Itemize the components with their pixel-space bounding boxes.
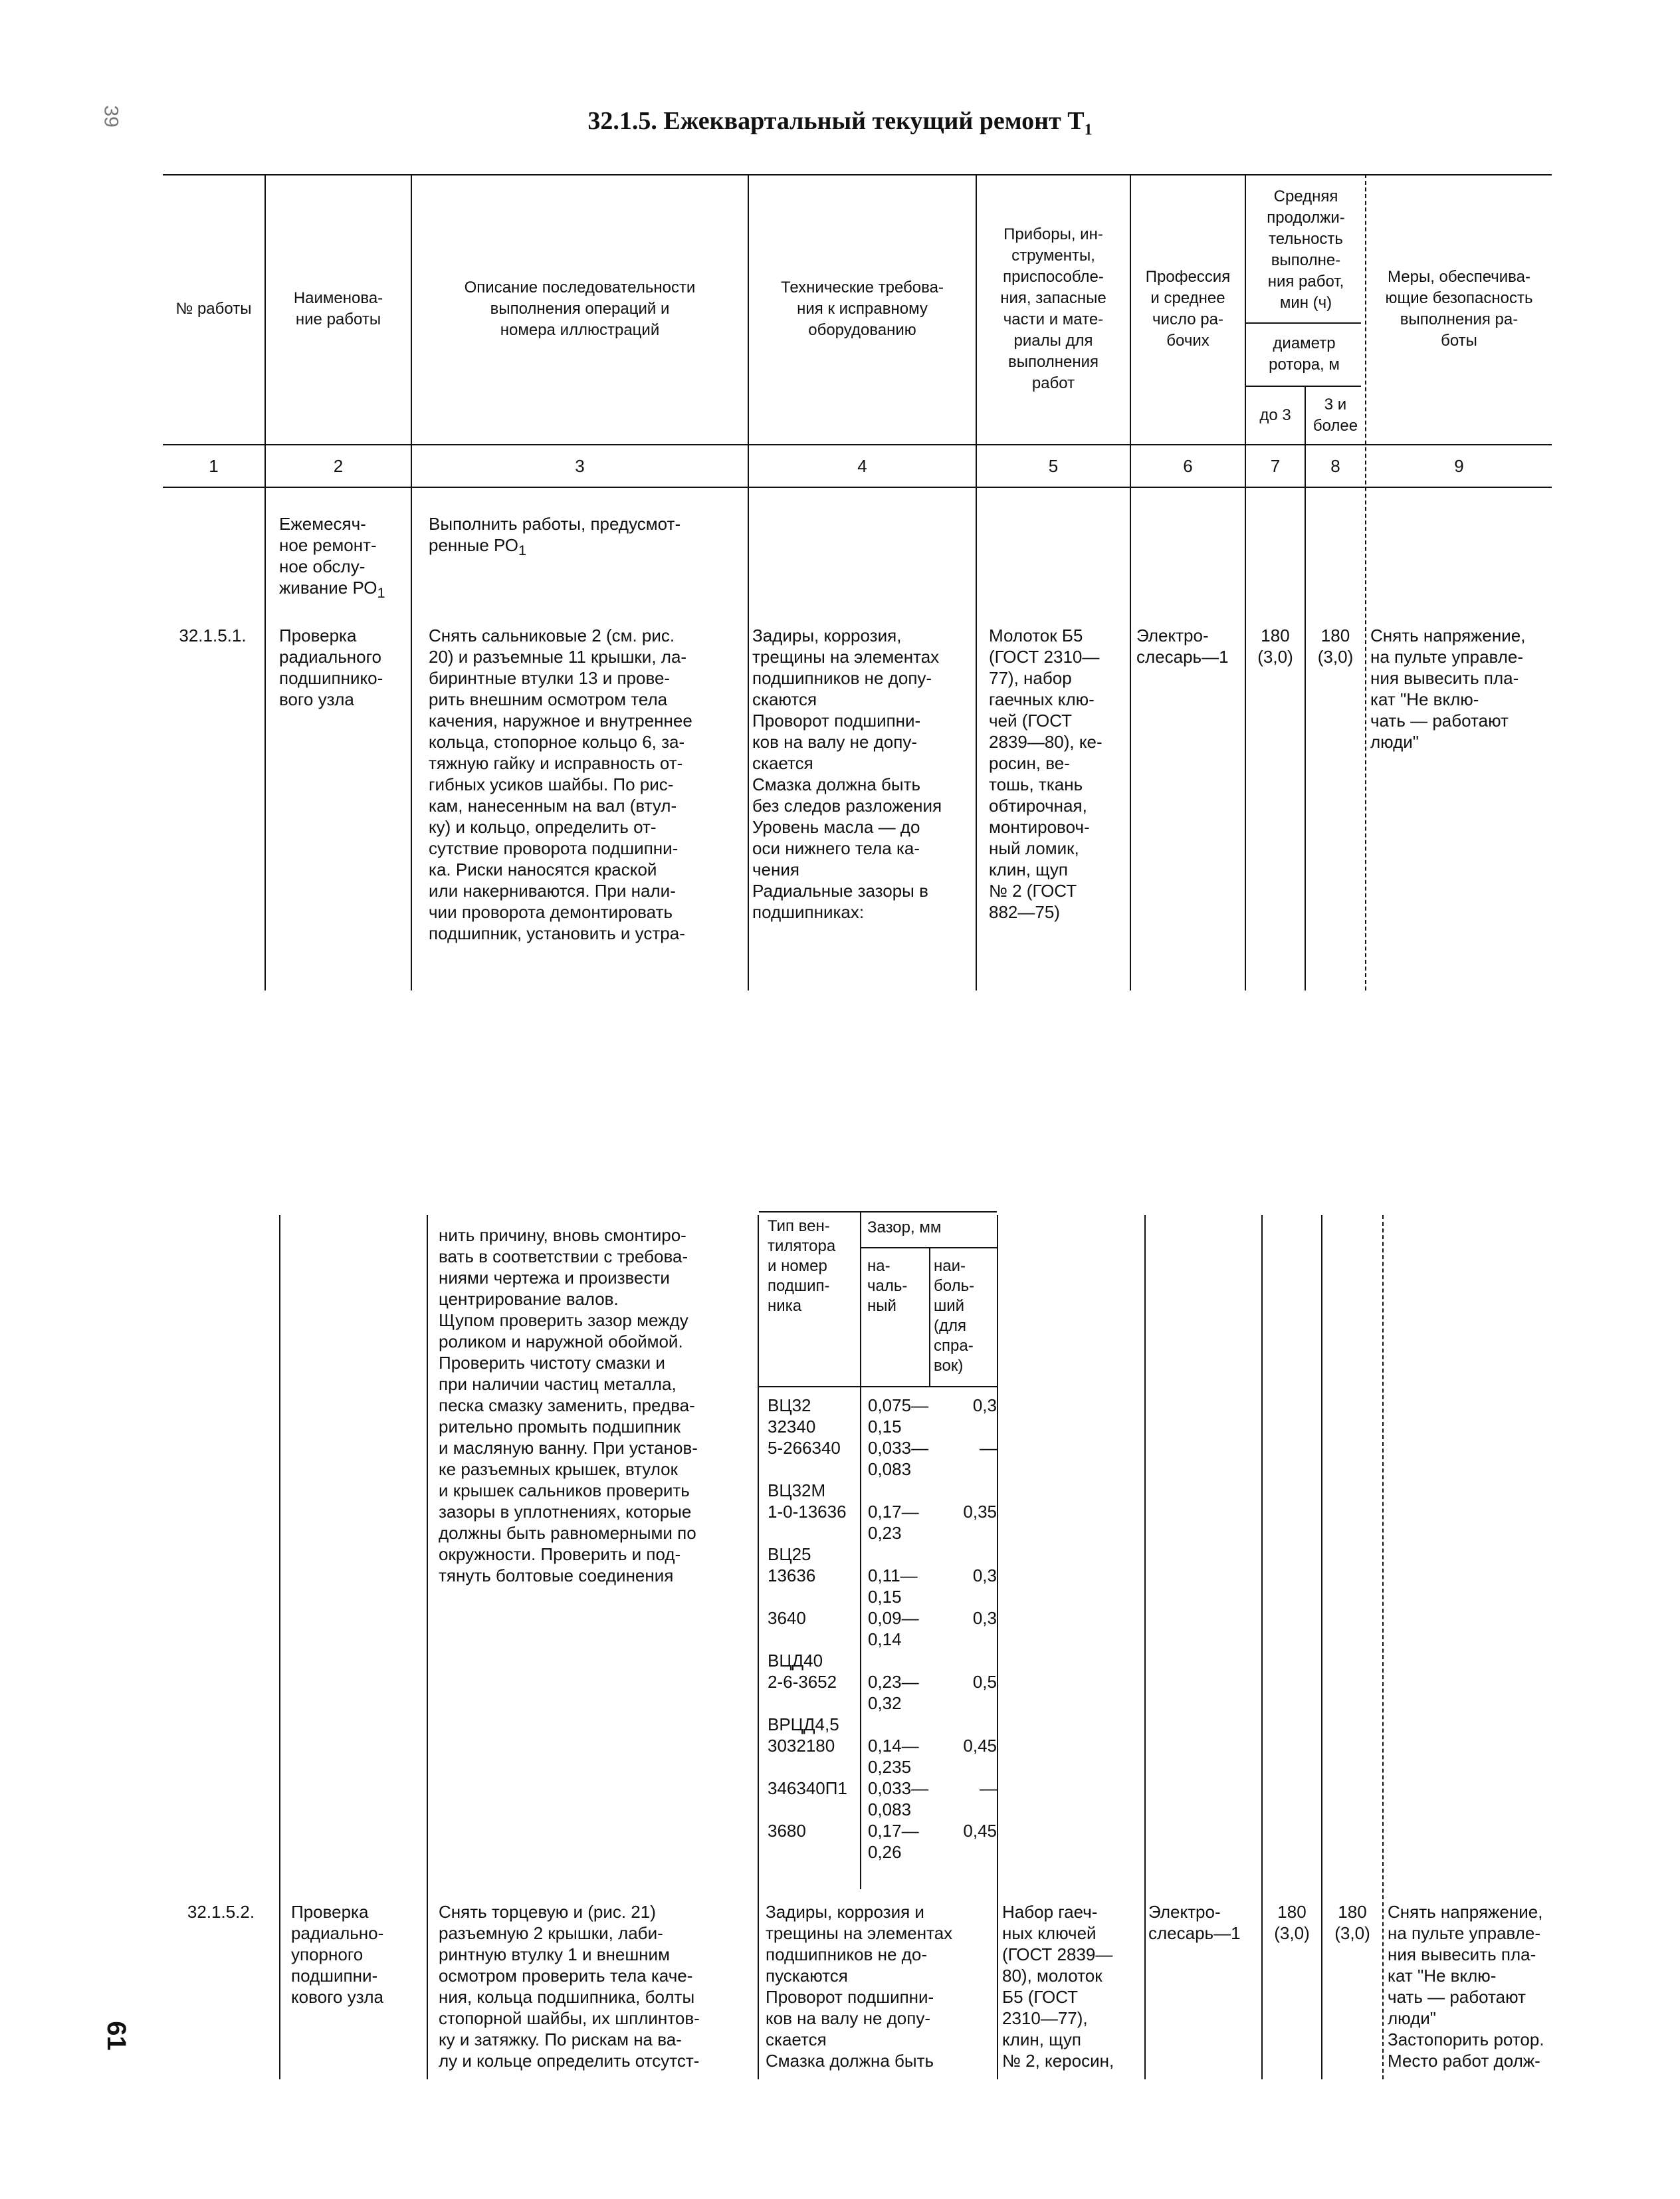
row-32-1-5-1-number: 32.1.5.1.: [179, 626, 247, 645]
corner-page-number: 39: [100, 105, 122, 128]
row-32-1-5-2-name: Проверка радиально- упорного подшипни- кового узла: [291, 1902, 384, 2007]
header-profession: Профессия и среднее число ра- бочих: [1145, 268, 1231, 350]
header-requirements: Технические требова- ния к исправному оборудованию: [781, 279, 944, 339]
row-32-1-5-1-description: Снять сальниковые 2 (см. рис. 20) и разъемные 11 крышки, ла- биринтные втулки 13 и прове- рить внешним осмотром тела качения, наружное и внутреннее кольца, стопорное кольцо 6, за- тяжную гайку и исправность от- гибных усиков шайбы. По рис- кам, нанесенным на вал (втул- ку) и кольцо, определить от- сутствие проворота подшипни- ка. Риски наносятся краской или накерниваются. При нали- чии проворота демонтировать подшипник, установить и устра-: [429, 626, 692, 943]
clearance-header-gap: Зазор, мм: [867, 1218, 942, 1236]
column-number-7: 7: [1270, 456, 1281, 476]
row-32-1-5-2-requirements: Задиры, коррозия и трещины на элементах подшипников не до- пускаются Проворот подшипни- ков на валу не допу- скается Смазка должна быть: [766, 1902, 953, 2071]
column-number-2: 2: [333, 456, 344, 476]
header-3-and-more: 3 и более: [1312, 396, 1358, 435]
clearance-header-bottom: [759, 1386, 997, 1387]
row-monthly-description: Выполнить работы, предусмот- ренные $РО_1$: [429, 514, 681, 559]
row-32-1-5-2-description: Снять торцевую и (рис. 21) разъемную 2 крышки, лаби- ринтную втулку 1 и внешним осмотром проверить тела каче- ния, кольца подшипника, болты стопорной шайбы, их шплинтов- ку и затяжку. По рискам на ва- лу и кольце определить отсутст-: [439, 1902, 700, 2071]
header-tools: Приборы, ин- струменты, приспособле- ния, запасные части и мате- риалы для выполнения работ: [1000, 225, 1106, 392]
cont-col-divider-4: [997, 1215, 998, 2079]
row-32-1-5-1-safety: Снять напряжение, на пульте управле- ния вывесить пла- кат "Не вклю- чать — работают люди": [1370, 626, 1526, 752]
clearance-column-max: 0,3 — 0,35 0,3 0,3 0,5 0,45 — 0,45: [963, 1395, 997, 1841]
cont-col-divider-5: [1144, 1215, 1146, 2079]
row-32-1-5-2-number: 32.1.5.2.: [187, 1902, 255, 1922]
clearance-header-initial: на- чаль- ный: [867, 1257, 908, 1315]
header-safety: Меры, обеспечива- ющие безопасность выполнения ра- боты: [1385, 268, 1533, 350]
column-number-6: 6: [1183, 456, 1193, 476]
cont-col-divider-1: [279, 1215, 280, 2079]
row-32-1-5-1-name: Проверка радиального подшипнико- вого узла: [279, 626, 383, 709]
row-32-1-5-2-profession: Электро- слесарь—1: [1148, 1902, 1241, 1943]
header-job-number: № работы: [175, 300, 252, 318]
row-32-1-5-1-time-up-to-3: 180 (3,0): [1257, 626, 1293, 667]
row-32-1-5-2-tools: Набор гаеч- ных ключей (ГОСТ 2839— 80), молоток Б5 (ГОСТ 2310—77), клин, щуп № 2, керосин,: [1002, 1902, 1114, 2071]
column-number-4: 4: [857, 456, 867, 476]
clearance-header-type: Тип вен- тилятора и номер подшип- ника: [768, 1217, 836, 1315]
row-monthly-name: Ежемесяч- ное ремонт- ное обслу- живание $РО_1$: [279, 514, 385, 602]
row-32-1-5-2-time-up-to-3: 180 (3,0): [1274, 1902, 1310, 1943]
page-title: 32.1.5. Ежеквартальный текущий ремонт $Т_1$: [587, 107, 1093, 139]
header-description: Описание последовательности выполнения операций и номера иллюстраций: [464, 279, 696, 339]
header-job-name: Наименова- ние работы: [293, 289, 383, 328]
header-up-to-3: до 3: [1259, 406, 1291, 424]
clearance-header-max: наи- боль- ший (для спра- вок): [934, 1257, 975, 1375]
page-number: 61: [101, 2021, 131, 2051]
clearance-column-initial: 0,075— 0,15 0,033— 0,083 0,17— 0,23 0,11— 0,15 0,09— 0,14 0,23— 0,32 0,14— 0,235 0,033— 0,083 0,17— 0,26: [868, 1395, 929, 1862]
header-bottom-line: [163, 444, 1552, 445]
column-number-1: 1: [209, 456, 219, 476]
column-number-5: 5: [1048, 456, 1059, 476]
header-rotor-diameter: диаметр ротора, м: [1269, 334, 1340, 374]
cont-col-divider-2: [427, 1215, 428, 2079]
column-number-8: 8: [1330, 456, 1340, 476]
row-32-1-5-1-tools: Молоток Б5 (ГОСТ 2310— 77), набор гаечных клю- чей (ГОСТ 2839—80), ке- росин, ве- тошь, ткань обтирочная, монтировоч- ный ломик, клин, щуп № 2 (ГОСТ 882—75): [989, 626, 1102, 922]
row-32-1-5-2-safety: Снять напряжение, на пульте управле- ния вывесить пла- кат "Не вклю- чать — работают люди" Застопорить ротор. Место работ долж-: [1388, 1902, 1544, 2071]
cont-col-divider-6: [1261, 1215, 1263, 2079]
row-32-1-5-1-time-3-and-more: 180 (3,0): [1317, 626, 1354, 667]
row-32-1-5-2-time-3-and-more: 180 (3,0): [1334, 1902, 1370, 1943]
header-duration: Средняя продолжи- тельность выполне- ния работ, мин (ч): [1267, 187, 1345, 312]
clearance-top-border: [759, 1211, 997, 1213]
clearance-column-type: ВЦ32 32340 5-266340 ВЦ32М 1-0-13636 ВЦ25 13636 3640 ВЦД40 2-6-3652 ВРЦД4,5 3032180 346340П1 3680: [768, 1395, 847, 1841]
row-32-1-5-1-description-continued: нить причину, вновь смонтиро- вать в соответствии с требова- ниями чертежа и произвести центрирование валов. Щупом проверить зазор между роликом и наружной обоймой. Проверить чистоту смазки и при наличии частиц металла, песка смазку заменить, предва- рительно промыть подшипник и масляную ванну. При установ- ке разъемных крышек, втулок и крышек сальников проверить зазоры в уплотнениях, которые должны быть равномерными по окружности. Проверить и под- тянуть болтовые соединения: [439, 1225, 698, 1585]
column-number-9: 9: [1454, 456, 1464, 476]
cont-col-divider-8: [1382, 1215, 1384, 2079]
clearance-col-divider-2: [929, 1247, 930, 1386]
cont-col-divider-3: [758, 1215, 759, 2079]
column-numbers-bottom-line: [163, 487, 1552, 488]
row-32-1-5-1-requirements: Задиры, коррозия, трещины на элементах подшипников не допу- скаются Проворот подшипни- ков на валу не допу- скается Смазка должна быть без следов разложения Уровень масла — до оси нижнего тела ка- чения Радиальные зазоры в подшипниках:: [752, 626, 942, 922]
cont-col-divider-7: [1321, 1215, 1322, 2079]
row-32-1-5-1-profession: Электро- слесарь—1: [1136, 626, 1229, 667]
column-number-3: 3: [575, 456, 585, 476]
